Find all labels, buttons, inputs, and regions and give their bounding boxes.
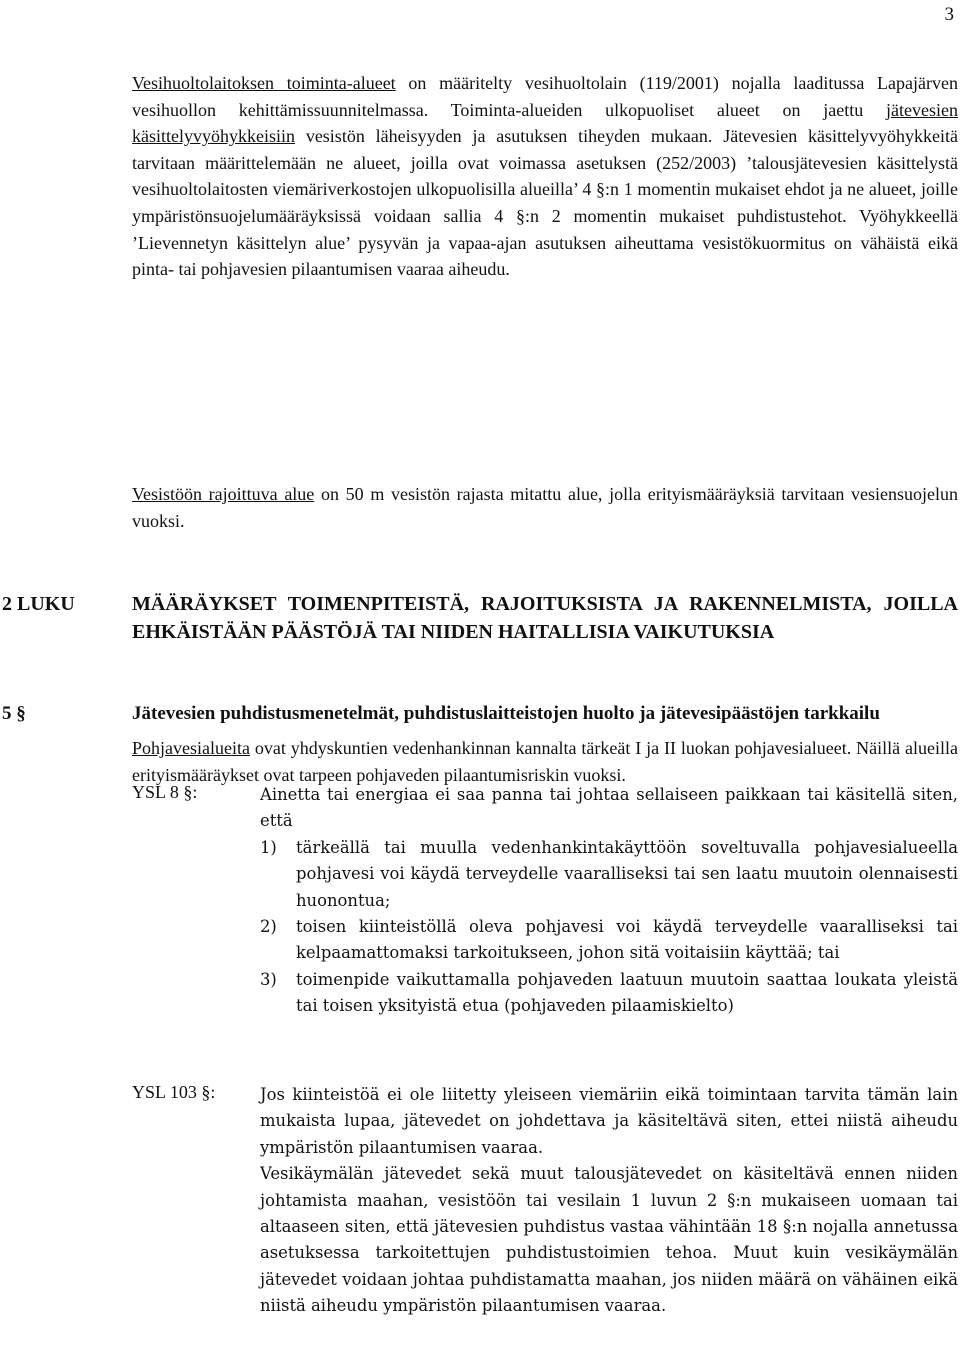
list-text: toimenpide vaikuttamalla pohjaveden laatuun muutoin saattaa loukata yleistä tai toisen yksityistä etua (pohjaveden pilaamiskielto) — [296, 969, 958, 1016]
list-number: 2) — [260, 917, 277, 937]
law-reference: YSL 103 §: — [132, 1082, 216, 1102]
term-service-areas: Vesihuoltolaitoksen toiminta-alueet — [132, 73, 396, 93]
term-groundwater-areas: Pohjavesialueita — [132, 738, 250, 758]
list-item — [260, 914, 958, 967]
law-paragraph: Vesikäymälän jätevedet sekä muut talousjätevedet on käsiteltävä ennen niiden johtamista maahan, vesistöön tai vesilain 1 luvun 2 §:n mukaiseen uomaan tai altaaseen siten, että jätevesien puhdistus vastaa vähintään 18 §:n nojalla annetussa asetuksessa tarkoitettujen puhdistustoimien tehoa. Muut kuin vesikäymälän jätevedet voidaan johtaa puhdistamatta maahan, jos niiden määrä on vähäinen eikä niistä aiheudu ympäristön pilaantumisen vaaraa. — [260, 1164, 958, 1316]
law-body — [260, 1082, 958, 1320]
paragraph-groundwater — [132, 735, 958, 788]
law-list — [260, 835, 958, 1020]
section-title: Jätevesien puhdistusmenetelmät, puhdistuslaitteistojen huolto ja jätevesipäästöjen tarkkailu — [132, 703, 880, 724]
law-body — [260, 782, 958, 1020]
list-item — [260, 835, 958, 914]
chapter-title: MÄÄRÄYKSET TOIMENPITEISTÄ, RAJOITUKSISTA JA RAKENNELMISTA, JOILLA EHKÄISTÄÄN PÄÄSTÖJÄ TAI NIIDEN HAITALLISIA VAIKUTUKSIA — [132, 593, 958, 643]
paragraph-text: vesistön läheisyyden ja asutuksen tiheyden mukaan. Jätevesien käsittelyvyöhykkeitä tarvitaan määrittelemään ne alueet, joilla ovat voimassa asetuksen (252/2003) ’talousjätevesien käsittelystä vesihuoltolaitosten viemäriverkostojen ulkopuolisilla alueilla’ 4 §:n 1 momentin mukaiset ehdot ja ne alueet, joille ympäristönsuojelumääräyksissä voidaan sallia 4 §:n 2 momentin mukaiset puhdistustehot. Vyöhykkeellä ’Lievennetyn käsittelyn alue’ pysyvän ja vapaa-ajan asutuksen aiheuttama vesistökuormitus on vähäistä eikä pinta- tai pohjavesien pilaantumisen vaaraa aiheudu. — [132, 126, 958, 280]
law-reference: YSL 8 §: — [132, 782, 198, 802]
term-shore-zone: Vesistöön rajoittuva alue — [132, 484, 315, 504]
paragraph-text: on määritelty vesihuoltolain (119/2001) nojalla laaditussa Lapajärven vesihuollon kehittämissuunnitelmassa. Toiminta-alueiden ulkopuoliset alueet on jaettu — [132, 73, 958, 120]
list-item — [260, 967, 958, 1020]
list-number: 1) — [260, 837, 277, 857]
page-number: 3 — [944, 4, 954, 25]
list-text: tärkeällä tai muulla vedenhankintakäyttöön soveltuvalla pohjavesialueella pohjavesi voi käydä terveydelle vaaralliseksi tai sen laatu muutoin olennaisesti huonontua; — [296, 837, 958, 910]
paragraph-service-areas — [132, 70, 958, 283]
paragraph-shore-zone — [132, 481, 958, 534]
section-number: 5 § — [2, 703, 26, 724]
paragraph-text: ovat yhdyskuntien vedenhankinnan kannalta tärkeät I ja II luokan pohjavesialueet. Näillä alueilla erityismääräykset ovat tarpeen pohjaveden pilaantumisriskin vuoksi. — [132, 738, 958, 785]
paragraph-text: on 50 m vesistön rajasta mitattu alue, jolla erityismääräyksiä tarvitaan vesiensuojelun vuoksi. — [132, 484, 958, 531]
term-treatment-zones: jätevesien käsittelyvyöhykkeisiin — [132, 99, 958, 147]
chapter-number: 2 LUKU — [2, 593, 75, 615]
law-intro: Ainetta tai energiaa ei saa panna tai johtaa sellaiseen paikkaan tai käsitellä siten, että — [260, 785, 958, 831]
list-number: 3) — [260, 969, 277, 989]
list-text: toisen kiinteistöllä oleva pohjavesi voi käydä terveydelle vaaralliseksi tai kelpaamattomaksi tarkoitukseen, johon sitä voitaisiin käyttää; tai — [296, 917, 958, 963]
law-paragraph: Jos kiinteistöä ei ole liitetty yleiseen viemäriin eikä toimintaan tarvita tämän lain mukaista lupaa, jätevedet on johdettava ja käsiteltävä siten, ettei niistä aiheudu ympäristön pilaantumisen vaaraa. — [260, 1085, 958, 1157]
